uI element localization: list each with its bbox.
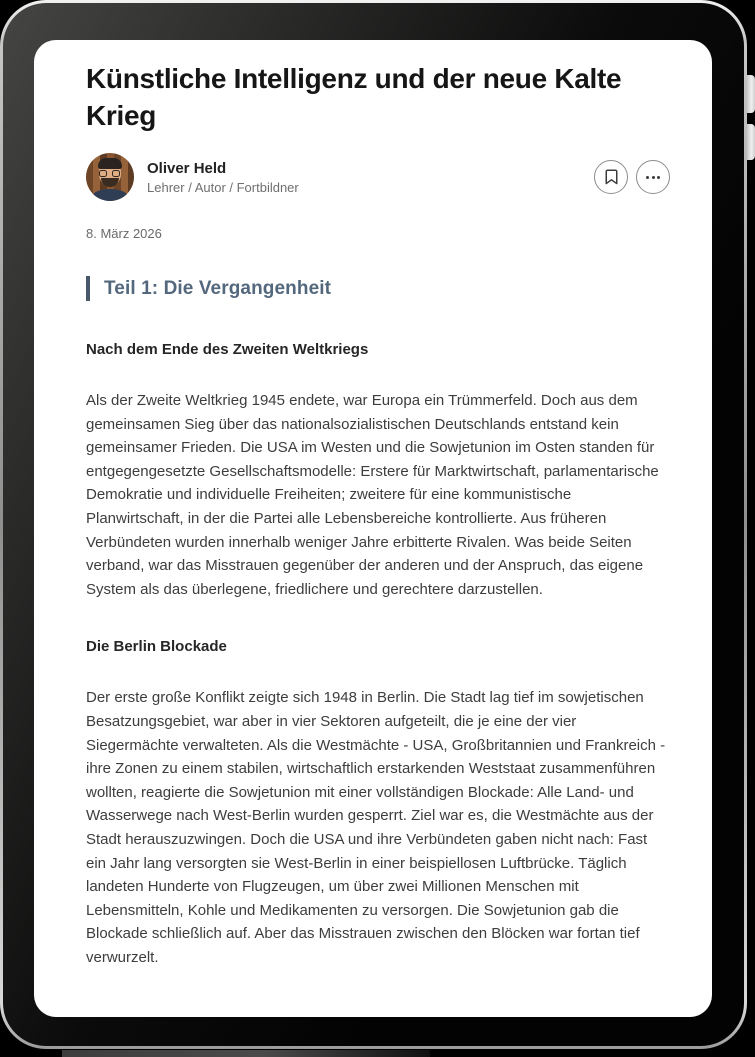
avatar-beard bbox=[101, 178, 119, 187]
publish-date: 8. März 2026 bbox=[86, 226, 162, 241]
more-icon bbox=[646, 176, 660, 179]
avatar-shirt bbox=[91, 189, 129, 201]
section-heading: Nach dem Ende des Zweiten Weltkriegs bbox=[86, 341, 369, 358]
avatar-glasses-right bbox=[112, 170, 120, 177]
more-button[interactable] bbox=[636, 160, 670, 194]
article-actions bbox=[594, 160, 670, 194]
section-paragraph: Als der Zweite Weltkrieg 1945 endete, war Europa ein Trümmerfeld. Doch aus dem gemeinsamen Sieg über das nationalsozialistischen Deutschlands entstand kein gemeinsamer Frieden. Die USA im Westen und die Sowjetunion im Osten standen für entgegengesetzte Gesellschaftsmodelle: Erstere für Marktwirtschaft, parlamentarische Demokratie und individuelle Freiheiten; zweitere für eine kommunistische Planwirtschaft, in der die Partei alle Lebensbereiche kontrollierte. Aus früheren Verbündeten wurden innerhalb weniger Jahre erbitterte Rivalen. Was beide Seiten verband, war das Misstrauen gegenüber der anderen und der Anspruch, das eigene System als das überlegene, friedlichere und gerechtere darzustellen. bbox=[86, 392, 659, 598]
surface-reflection bbox=[62, 1050, 430, 1057]
tablet-bezel bbox=[3, 3, 744, 1046]
bookmark-button[interactable] bbox=[594, 160, 628, 194]
volume-down-button bbox=[746, 124, 755, 160]
part-heading bbox=[86, 276, 670, 301]
avatar-glasses-left bbox=[99, 170, 107, 177]
byline-row bbox=[86, 153, 670, 201]
author-name: Oliver Held bbox=[147, 159, 227, 177]
author-avatar bbox=[86, 153, 134, 201]
tablet-screen bbox=[34, 40, 712, 1017]
article-title: Künstliche Intelligenz und der neue Kalte Krieg bbox=[86, 63, 622, 131]
article-content[interactable] bbox=[34, 40, 712, 1017]
volume-up-button bbox=[746, 75, 755, 113]
avatar-hair bbox=[98, 158, 122, 169]
section-paragraph: Der erste große Konflikt zeigte sich 1948 in Berlin. Die Stadt lag tief im sowjetischen Besatzungsgebiet, war aber in vier Sektoren aufgeteilt, die je eine der vier Siegermächte verwalteten. Als die Westmächte - USA, Großbritannien und Frankreich - ihre Zonen zu einem stabilen, wirtschaftlich erstarkenden Weststaat zusammenführen wollten, reagierte die Sowjetunion mit einer vollständigen Blockade: Alle Land- und Wasserwege nach West-Berlin wurden gesperrt. Ziel war es, die Westmächte aus der Stadt herauszuzwingen. Doch die USA und ihre Verbündeten gaben nicht nach: Fast ein Jahr lang versorgten sie West-Berlin in einer beispiellosen Luftbrücke. Täglich landeten Hunderte von Flugzeugen, um über zwei Millionen Menschen mit Lebensmitteln, Kohle und Medikamenten zu versorgen. Die Sowjetunion gab die Blockade schließlich auf. Aber das Misstrauen zwischen den Blöcken war fortan tief verwurzelt. bbox=[86, 689, 666, 966]
accent-bar bbox=[86, 276, 90, 301]
author-role: Lehrer / Autor / Fortbildner bbox=[147, 179, 299, 195]
section-heading: Die Berlin Blockade bbox=[86, 638, 227, 656]
part-heading-label: Teil 1: Die Vergangenheit bbox=[104, 277, 332, 299]
bookmark-icon bbox=[604, 169, 619, 185]
